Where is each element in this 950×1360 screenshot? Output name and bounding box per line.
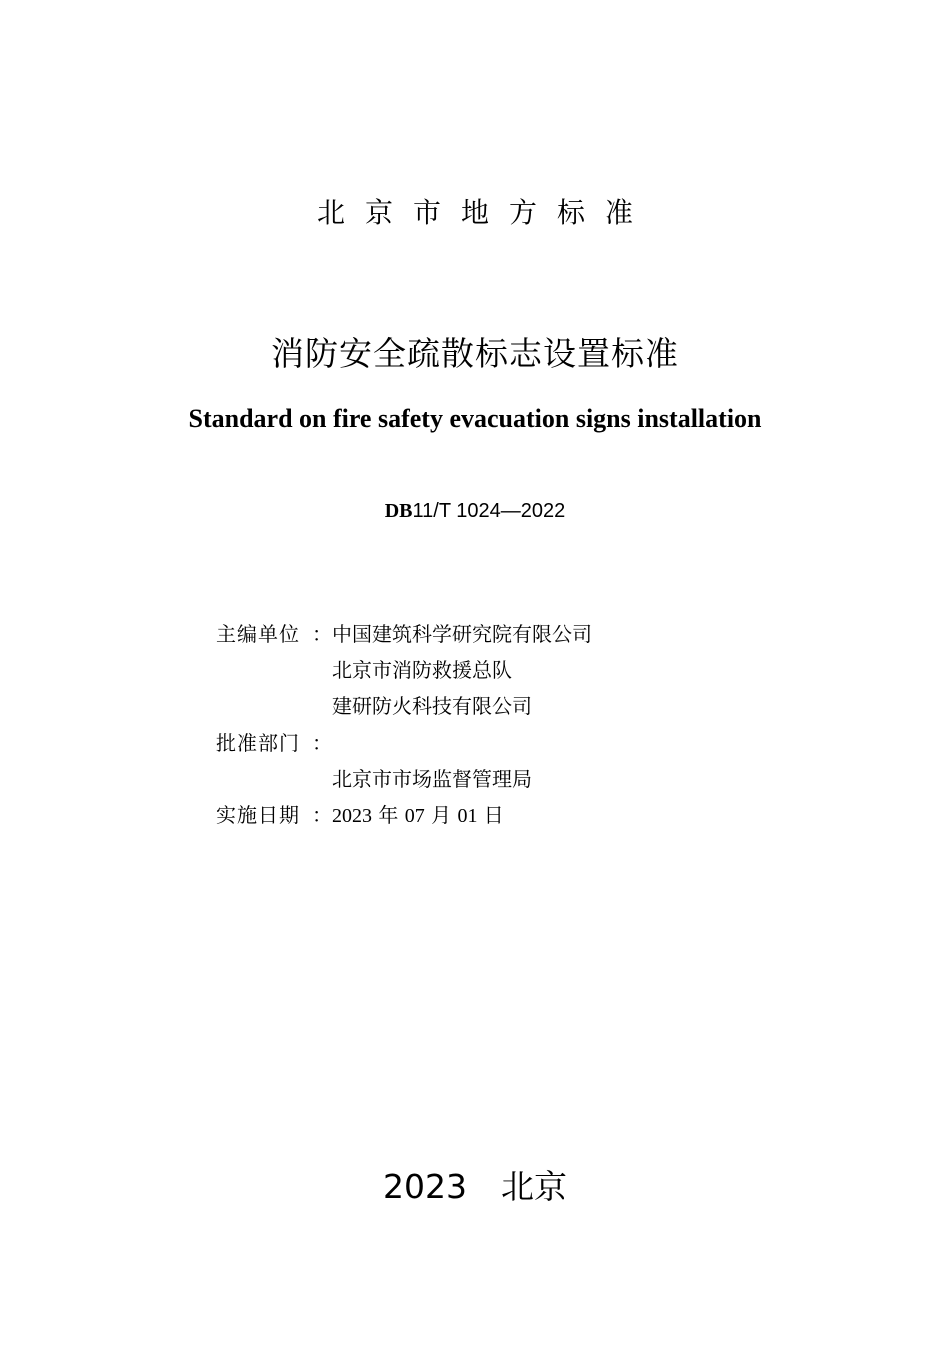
title-chinese: 消防安全疏散标志设置标准	[271, 334, 679, 373]
editor-1: 中国建筑科学研究院有限公司	[332, 622, 592, 646]
date-day: 01	[457, 805, 478, 827]
standard-number-code: 11/T 1024—2022	[412, 500, 566, 522]
date-year: 2023	[332, 805, 372, 827]
date-label: 实施日期	[216, 803, 300, 827]
date-month: 07	[404, 805, 425, 827]
series-label: 北京市地方标准	[316, 196, 653, 229]
title-english: Standard on fire safety evacuation signs installation	[188, 404, 762, 433]
date-day-unit: 日	[483, 803, 504, 827]
effective-date	[332, 801, 504, 830]
date-month-unit: 月	[431, 803, 452, 827]
approver-label: 批准部门	[216, 731, 300, 755]
approver-colon: ：	[312, 731, 332, 755]
footer-year: 2023	[383, 1167, 467, 1206]
date-year-unit: 年	[378, 803, 399, 827]
editor-3: 建研防火科技有限公司	[332, 694, 532, 718]
approver-value: 北京市市场监督管理局	[332, 767, 532, 791]
standard-number	[0, 497, 950, 525]
editor-2: 北京市消防救援总队	[332, 658, 512, 682]
date-colon: ：	[312, 803, 332, 827]
footer	[0, 1165, 950, 1209]
standard-number-prefix: DB	[384, 500, 413, 522]
editor-colon: ：	[312, 622, 332, 646]
editor-label: 主编单位	[216, 622, 300, 646]
footer-place: 北京	[500, 1167, 567, 1206]
